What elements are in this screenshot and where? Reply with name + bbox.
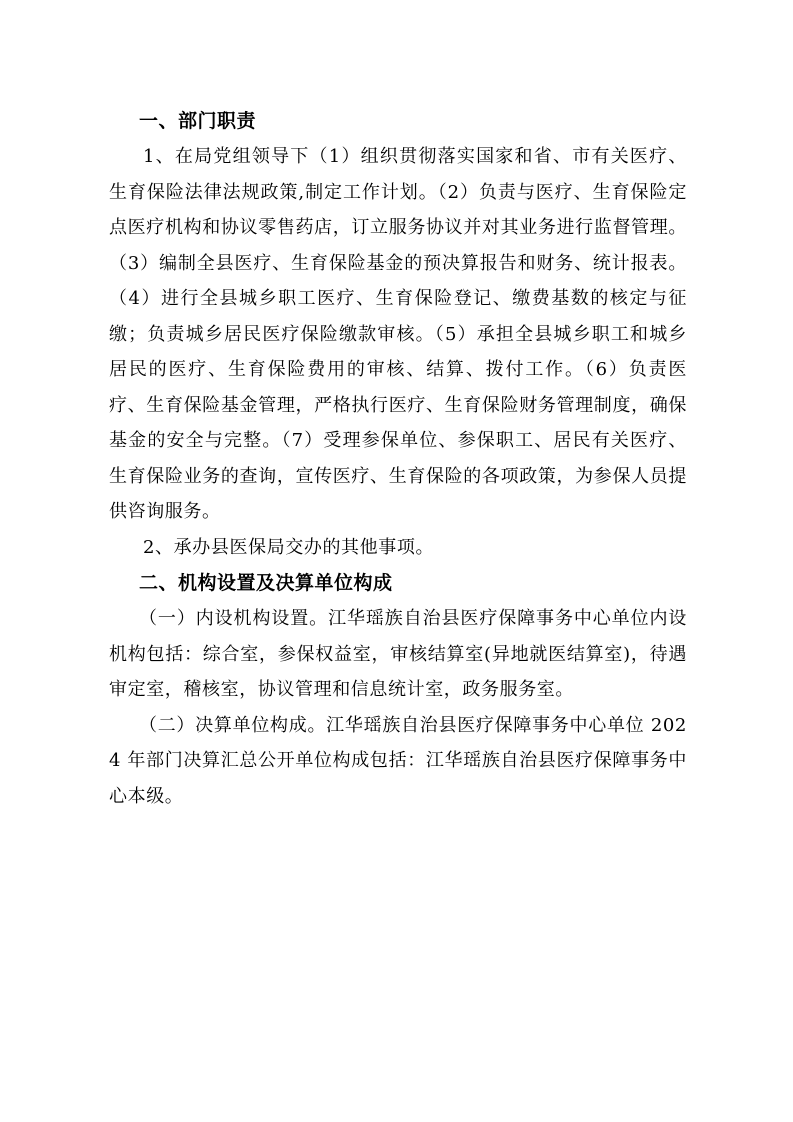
- accounting-unit-paragraph: （二）决算单位构成。江华瑶族自治县医疗保障事务中心单位 2024 年部门决算汇总公开单位构成包括：江华瑶族自治县医疗保障事务中心本级。: [109, 714, 687, 807]
- document-body: [109, 103, 687, 814]
- internal-structure-paragraph: （一）内设机构设置。江华瑶族自治县医疗保障事务中心单位内设机构包括：综合室，参保权益室，审核结算室(异地就医结算室)，待遇审定室，稽核室，协议管理和信息统计室，政务服务室。: [109, 608, 687, 700]
- other-matters-paragraph: 2、承办县医保局交办的其他事项。: [143, 536, 435, 558]
- duties-paragraph: 1、在局党组领导下（1）组织贯彻落实国家和省、市有关医疗、生育保险法律法规政策,制定工作计划。（2）负责与医疗、生育保险定点医疗机构和协议零售药店，订立服务协议并对其业务进行监督管理。（3）编制全县医疗、生育保险基金的预决算报告和财务、统计报表。（4）进行全县城乡职工医疗、生育保险登记、缴费基数的核定与征缴；负责城乡居民医疗保险缴款审核。（5）承担全县城乡职工和城乡居民的医疗、生育保险费用的审核、结算、拨付工作。（6）负责医疗、生育保险基金管理，严格执行医疗、生育保险财务管理制度，确保基金的安全与完整。（7）受理参保单位、参保职工、居民有关医疗、生育保险业务的查询，宣传医疗、生育保险的各项政策，为参保人员提供咨询服务。: [109, 146, 687, 522]
- section-heading-organization: 二、机构设置及决算单位构成: [139, 572, 393, 594]
- section-heading-department-duties: 一、部门职责: [139, 110, 257, 132]
